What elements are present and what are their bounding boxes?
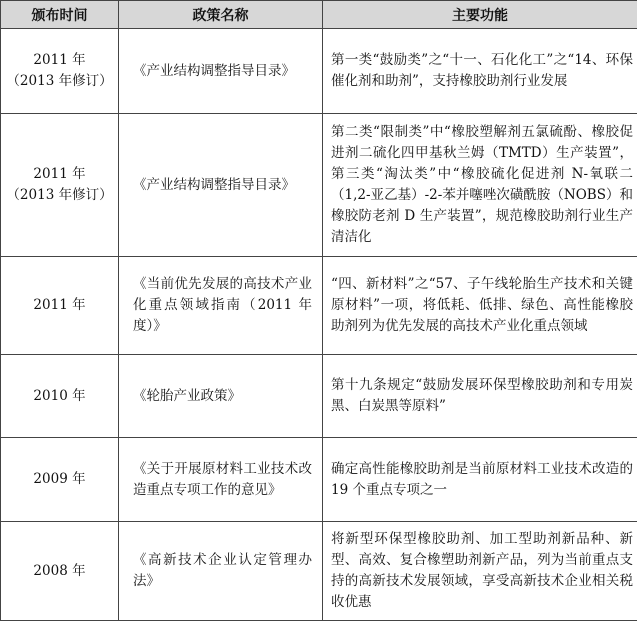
policy-name-cell: 《当前优先发展的高技术产业化重点领域指南（2011 年度）》 [119, 257, 323, 355]
year-cell [1, 114, 119, 257]
main-function-cell: “四、新材料”之“57、子午线轮胎生产技术和关键原材料”一项，将低耗、低排、绿色、高性能橡胶助剂列为优先发展的高技术产业化重点领域 [323, 257, 637, 355]
table-header-row [1, 1, 637, 29]
table-row [1, 522, 637, 621]
year-text: 2009 年 [3, 469, 116, 490]
table-row [1, 438, 637, 522]
table-row [1, 355, 637, 438]
header-year: 颁布时间 [1, 1, 119, 29]
main-function-cell: 第一类“鼓励类”之“十一、石化化工”之“14、环保催化剂和助剂”，支持橡胶助剂行业发展 [323, 29, 637, 114]
header-policy-name: 政策名称 [119, 1, 323, 29]
main-function-cell: 将新型环保型橡胶助剂、加工型助剂新品种、新型、高效、复合橡塑助剂新产品，列为当前重点支持的高新技术发展领域，享受高新技术企业相关税收优惠 [323, 522, 637, 621]
header-main-function: 主要功能 [323, 1, 637, 29]
main-function-cell: 确定高性能橡胶助剂是当前原材料工业技术改造的 19 个重点专项之一 [323, 438, 637, 522]
table-row [1, 114, 637, 257]
main-function-cell: 第二类“限制类”中“橡胶塑解剂五氯硫酚、橡胶促进剂二硫化四甲基秋兰姆（TMTD）生产装置”，第三类“淘汰类”中“橡胶硫化促进剂 N-氧联二（1,2-亚乙基）-2-苯并噻唑次磺酰胺（NOBS）和橡胶防老剂 D 生产装置”，规范橡胶助剂行业生产清洁化 [323, 114, 637, 257]
year-cell [1, 438, 119, 522]
main-function-cell: 第十九条规定“鼓励发展环保型橡胶助剂和专用炭黑、白炭黑等原料” [323, 355, 637, 438]
policy-name-cell: 《高新技术企业认定管理办法》 [119, 522, 323, 621]
year-text: 2008 年 [3, 561, 116, 582]
year-text: 2010 年 [3, 386, 116, 407]
policy-name-cell: 《轮胎产业政策》 [119, 355, 323, 438]
year-text: 2011 年 [3, 295, 116, 316]
year-cell [1, 257, 119, 355]
policy-name-cell: 《产业结构调整指导目录》 [119, 114, 323, 257]
table-row [1, 29, 637, 114]
table-row [1, 257, 637, 355]
year-text: 2011 年 [3, 50, 116, 71]
year-text: 2011 年 [3, 164, 116, 185]
year-cell [1, 522, 119, 621]
year-revision-text: （2013 年修订） [3, 185, 116, 206]
year-cell [1, 29, 119, 114]
policy-name-cell: 《产业结构调整指导目录》 [119, 29, 323, 114]
year-cell [1, 355, 119, 438]
policy-name-cell: 《关于开展原材料工业技术改造重点专项工作的意见》 [119, 438, 323, 522]
year-revision-text: （2013 年修订） [3, 71, 116, 92]
